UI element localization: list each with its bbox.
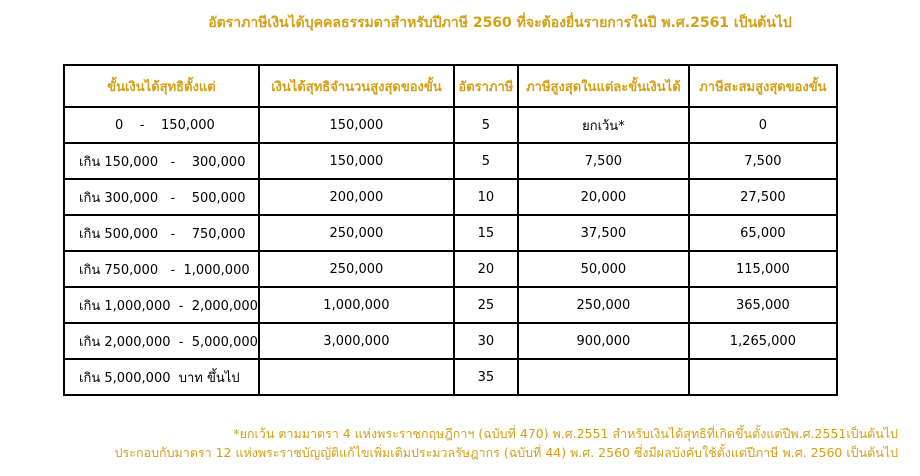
column-header-max-tax: ภาษีสูงสุดในแต่ละขั้นเงินได้ [518,65,689,107]
footnote-line-2: ประกอบกับมาตรา 12 แห่งพระราชบัญญัติแก้ไขเพิ่มเติมประมวลรัษฎากร (ฉบับที่ 44) พ.ศ. 2560 ซึ่งมีผลบังคับใช้ตั้งแต่ปีภาษี พ.ศ. 2560 เป็นต้นไป [114,445,898,460]
max-tax-cell: 900,000 [518,323,689,359]
tax-rate-cell: 25 [454,287,518,323]
tax-rate-cell: 15 [454,215,518,251]
max-income-cell: 200,000 [259,179,454,215]
max-income-cell: 1,000,000 [259,287,454,323]
tax-rate-cell: 20 [454,251,518,287]
cumulative-tax-cell: 365,000 [689,287,837,323]
cumulative-tax-cell [689,359,837,395]
max-tax-cell: 37,500 [518,215,689,251]
max-income-cell: 250,000 [259,251,454,287]
income-range-cell: เกิน 300,000 - 500,000 [64,179,259,215]
max-tax-cell: 20,000 [518,179,689,215]
table-row [64,143,837,179]
max-income-cell: 150,000 [259,107,454,143]
table-row [64,251,837,287]
cumulative-tax-cell: 1,265,000 [689,323,837,359]
income-range-cell: เกิน 5,000,000 บาท ขึ้นไป [64,359,259,395]
tax-rate-cell: 10 [454,179,518,215]
max-tax-cell: 50,000 [518,251,689,287]
cumulative-tax-cell: 7,500 [689,143,837,179]
max-tax-cell [518,359,689,395]
table-row [64,287,837,323]
column-header-max-income: เงินได้สุทธิจำนวนสูงสุดของขั้น [259,65,454,107]
column-header-cumulative-tax: ภาษีสะสมสูงสุดของขั้น [689,65,837,107]
tax-rate-table [63,64,838,396]
tax-rate-cell: 35 [454,359,518,395]
page-title: อัตราภาษีเงินได้บุคคลธรรมดาสำหรับปีภาษี 2560 ที่จะต้องยื่นรายการในปี พ.ศ.2561 เป็นต้นไป [208,15,792,31]
tax-rate-cell: 30 [454,323,518,359]
max-income-cell: 150,000 [259,143,454,179]
tax-rate-cell: 5 [454,107,518,143]
income-range-cell: เกิน 500,000 - 750,000 [64,215,259,251]
max-income-cell [259,359,454,395]
tax-rate-cell: 5 [454,143,518,179]
max-income-cell: 250,000 [259,215,454,251]
income-range-cell: เกิน 150,000 - 300,000 [64,143,259,179]
income-range-cell: เกิน 2,000,000 - 5,000,000 [64,323,259,359]
income-range-cell: 0 - 150,000 [64,107,259,143]
cumulative-tax-cell: 65,000 [689,215,837,251]
max-tax-cell: 7,500 [518,143,689,179]
table-row [64,359,837,395]
table-row [64,323,837,359]
cumulative-tax-cell: 0 [689,107,837,143]
max-income-cell: 3,000,000 [259,323,454,359]
cumulative-tax-cell: 115,000 [689,251,837,287]
column-header-tax-rate: อัตราภาษี [454,65,518,107]
table-row [64,215,837,251]
max-tax-cell: 250,000 [518,287,689,323]
max-tax-cell: ยกเว้น* [518,107,689,143]
footnote-line-1: *ยกเว้น ตามมาตรา 4 แห่งพระราชกฤษฎีกาฯ (ฉบับที่ 470) พ.ศ.2551 สำหรับเงินได้สุทธิที่เกิดขึ้นตั้งแต่ปีพ.ศ.2551เป็นต้นไป [233,426,898,441]
column-header-income-range: ขั้นเงินได้สุทธิตั้งแต่ [64,65,259,107]
table-header-row [64,65,837,107]
table-row [64,107,837,143]
cumulative-tax-cell: 27,500 [689,179,837,215]
income-range-cell: เกิน 1,000,000 - 2,000,000 [64,287,259,323]
table-row [64,179,837,215]
income-range-cell: เกิน 750,000 - 1,000,000 [64,251,259,287]
